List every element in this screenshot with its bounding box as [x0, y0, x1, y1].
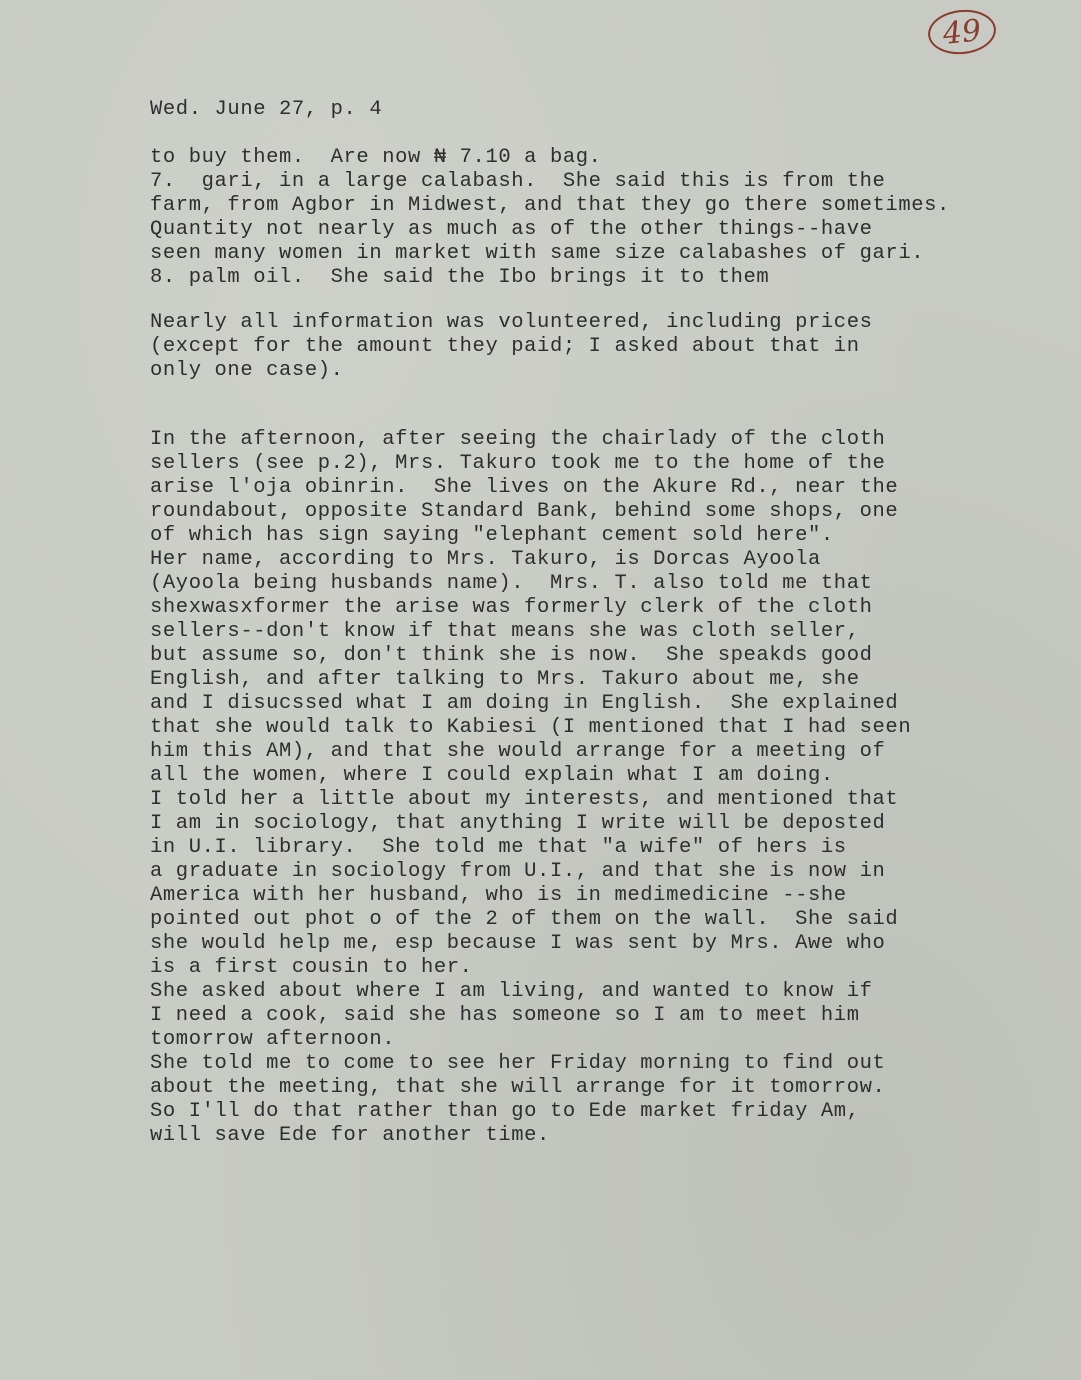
text-line: I am in sociology, that anything I write will be deposted — [150, 812, 886, 835]
text-line: She told me to come to see her Friday morning to find out — [150, 1052, 886, 1075]
text-line: seen many women in market with same size calabashes of gari. — [150, 242, 925, 265]
page-header: Wed. June 27, p. 4 — [150, 98, 383, 121]
text-line: she would help me, esp because I was sent by Mrs. Awe who — [150, 932, 886, 955]
text-line: that she would talk to Kabiesi (I mentioned that I had seen — [150, 716, 912, 739]
text-line: 7. gari, in a large calabash. She said this is from the — [150, 170, 886, 193]
text-line: shexwasxformer the arise was formerly clerk of the cloth — [150, 596, 873, 619]
text-line: pointed out phot o of the 2 of them on the wall. She said — [150, 908, 899, 931]
text-line: In the afternoon, after seeing the chairlady of the cloth — [150, 428, 886, 451]
text-line: 8. palm oil. She said the Ibo brings it to them — [150, 266, 770, 289]
text-line: sellers (see p.2), Mrs. Takuro took me to the home of the — [150, 452, 886, 475]
text-line: Nearly all information was volunteered, including prices — [150, 311, 873, 334]
text-line: in U.I. library. She told me that "a wife" of hers is — [150, 836, 847, 859]
text-line: only one case). — [150, 359, 344, 382]
text-line: Her name, according to Mrs. Takuro, is Dorcas Ayoola — [150, 548, 821, 571]
text-line: of which has sign saying "elephant cement sold here". — [150, 524, 834, 547]
text-line: I told her a little about my interests, and mentioned that — [150, 788, 899, 811]
text-line: a graduate in sociology from U.I., and that she is now in — [150, 860, 886, 883]
text-line: to buy them. Are now ₦ 7.10 a bag. — [150, 146, 602, 169]
text-line: farm, from Agbor in Midwest, and that they go there sometimes. — [150, 194, 950, 217]
text-line: (Ayoola being husbands name). Mrs. T. also told me that — [150, 572, 873, 595]
text-line: and I disucssed what I am doing in English. She explained — [150, 692, 899, 715]
text-line: Quantity not nearly as much as of the other things--have — [150, 218, 873, 241]
text-line: him this AM), and that she would arrange for a meeting of — [150, 740, 886, 763]
text-line: about the meeting, that she will arrange for it tomorrow. — [150, 1076, 886, 1099]
text-line: (except for the amount they paid; I asked about that in — [150, 335, 860, 358]
text-line: roundabout, opposite Standard Bank, behind some shops, one — [150, 500, 899, 523]
text-line: will save Ede for another time. — [150, 1124, 550, 1147]
text-line: all the women, where I could explain what I am doing. — [150, 764, 834, 787]
text-line: arise l'oja obinrin. She lives on the Akure Rd., near the — [150, 476, 899, 499]
text-line: tomorrow afternoon. — [150, 1028, 396, 1051]
text-line: is a first cousin to her. — [150, 956, 473, 979]
page-number-stamp: 49 — [926, 7, 998, 58]
text-line: America with her husband, who is in medimedicine --she — [150, 884, 847, 907]
text-line: sellers--don't know if that means she was cloth seller, — [150, 620, 860, 643]
text-line: but assume so, don't think she is now. She speakds good — [150, 644, 873, 667]
text-line: She asked about where I am living, and wanted to know if — [150, 980, 873, 1003]
text-line: So I'll do that rather than go to Ede market friday Am, — [150, 1100, 860, 1123]
text-line: English, and after talking to Mrs. Takuro about me, she — [150, 668, 860, 691]
text-line: I need a cook, said she has someone so I am to meet him — [150, 1004, 860, 1027]
